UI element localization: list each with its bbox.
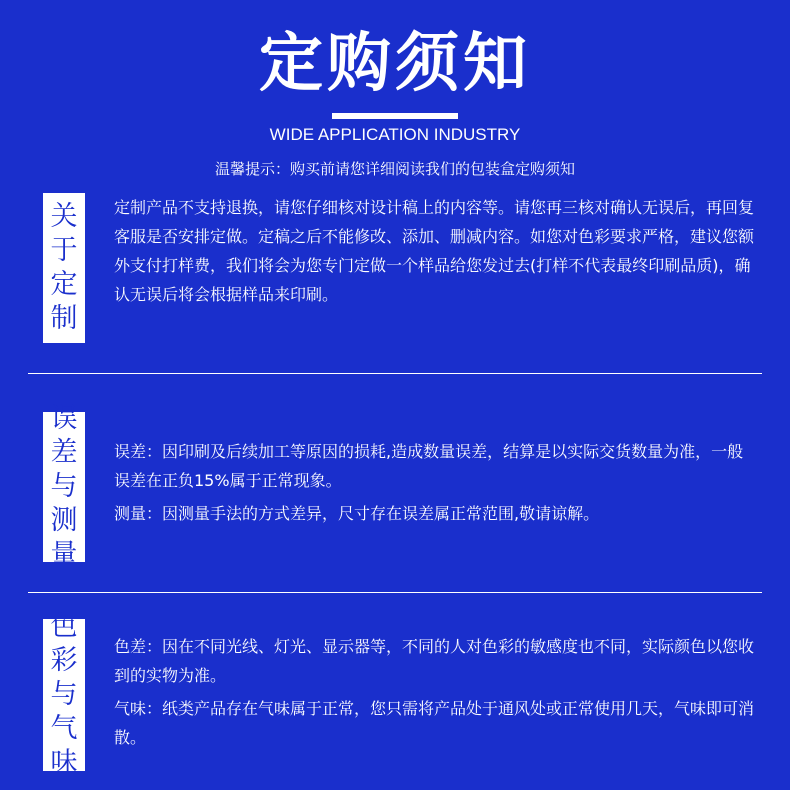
label-char: 关 (50, 201, 78, 232)
label-char: 误 (50, 403, 78, 434)
paragraph: 色差：因在不同光线、灯光、显示器等，不同的人对色彩的敏感度也不同，实际颜色以您收到的实物为准。 (114, 637, 755, 685)
page-title: 定购须知 (259, 27, 531, 101)
label-char: 测 (50, 505, 78, 536)
section-label-error-measurement (43, 403, 85, 570)
subtitle-english: WIDE APPLICATION INDUSTRY (269, 125, 521, 144)
title-underline (332, 113, 458, 119)
warm-tip: 温馨提示：购买前请您详细阅读我们的包装盒定购须知 (214, 160, 575, 178)
section-label-customization (43, 193, 85, 343)
label-char: 彩 (50, 645, 78, 676)
label-char: 色 (50, 611, 78, 642)
label-char: 差 (50, 437, 78, 468)
label-char: 与 (50, 679, 78, 710)
section-text-error-measurement (114, 437, 754, 528)
divider (28, 373, 762, 374)
label-char: 于 (50, 235, 78, 266)
label-char: 气 (50, 713, 78, 744)
label-char: 量 (50, 539, 78, 570)
paragraph: 误差：因印刷及后续加工等原因的损耗,造成数量误差，结算是以实际交货数量为准，一般误差在正负15%属于正常现象。 (114, 442, 744, 490)
paragraph: 测量：因测量手法的方式差异，尺寸存在误差属正常范围,敬请谅解。 (114, 504, 600, 523)
label-char: 与 (50, 471, 78, 502)
section-label-color-odor (43, 611, 85, 778)
section-text-customization (114, 193, 754, 309)
label-char: 定 (50, 269, 78, 300)
label-char: 味 (50, 747, 78, 778)
paragraph: 气味：纸类产品存在气味属于正常，您只需将产品处于通风处或正常使用几天，气味即可消散。 (114, 699, 755, 747)
label-char: 制 (50, 303, 78, 334)
divider (28, 592, 762, 593)
section-text-color-odor (114, 632, 754, 752)
paragraph: 定制产品不支持退换，请您仔细核对设计稿上的内容等。请您再三核对确认无误后，再回复客服是否安排定做。定稿之后不能修改、添加、删减内容。如您对色彩要求严格，建议您额外支付打样费，我们将会为您专门定做一个样品给您发过去(打样不代表最终印刷品质)，确认无误后将会根据样品来印刷。 (114, 198, 755, 304)
